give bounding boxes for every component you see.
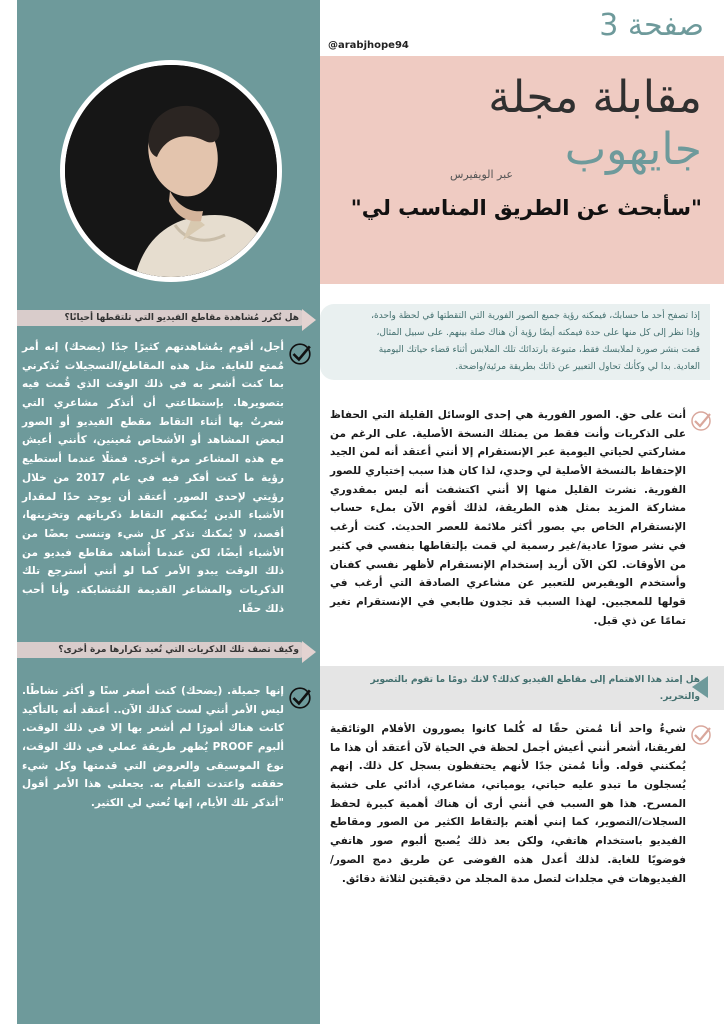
checkmark-circle-icon: [288, 342, 312, 366]
artist-name: جايهوب: [564, 124, 702, 175]
checkmark-circle-icon: [690, 410, 712, 432]
source-note: عبر الويفيرس: [450, 168, 513, 181]
answer-left-2: إنها جميلة. (يضحك) كنت أصغر سنًا و أكثر نشاطًا. ليس الأمر أنني لست كذلك الآن.. أعتقد أنه بالتأكيد كانت هناك أمورًا لم أشعر بها إلا في ذلك الوقت. ألبوم PROOF يُظهر طريقة عملي في ذلك الوقت، نوع الموسيقى والعروض التي قدمتها وكل شيء حققته واعتدت القيام به. يجعلني هذا الأمر أقول "أتذكر تلك الأيام، إنها تُعني لي الكثير.: [22, 685, 284, 810]
chevron-arrow-icon: [302, 641, 316, 663]
page-number: صفحة 3: [599, 8, 704, 43]
chevron-arrow-icon: [302, 309, 316, 331]
author-handle: @arabjhope94: [328, 40, 409, 51]
answer-2: شيءٌ واحد أنا مُمتن حقًا له كُلما كانوا يصورون الأفلام الوثائقية لفريقنا، أشعر أنني أعيش أجمل لحظة في الحياة لآن أعتقد أن هذا ما يُمكنني قوله. وأنا مُمتن جدًا لأنهم يحتفظون بسجل كل ذلك. إنهم يُسجلون ما تبدو عليه حياتي، يومياتي، مشاعري، أدائي على خشبة المسرح. هذا هو السبب في أنني أرى أن هناك أهمية كبيرة لحفظ السجلات/التصوير، كما إنني أهتم بإلتقاط الكثير من الصور ومقاطع الفيديو باستخدام هاتفي، ولكن بعد ذلك يُصبح ألبوم صور هاتفي فوضويًا للغاية. لذلك أعدل هذه الفوضى عن طريق دمج الصور/الفيديوهات في مجلدات لتصل مدة المجلد من دقيقتين لثلاثة دقائق.: [330, 723, 686, 885]
portrait-illustration: [65, 65, 277, 277]
question-left-1: هل تُكرر مُشاهدة مقاطع الفيديو التي تلتقطها أحيانًا؟: [17, 310, 307, 326]
checkmark-circle-icon: [288, 686, 312, 710]
checkmark-circle-icon: [690, 724, 712, 746]
portrait-photo: [60, 60, 282, 282]
question-2: هل إمتد هذا الاهتمام إلى مقاطع الفيديو كذلك؟ لانك دومًا ما تقوم بالتصوير والتحرير.: [370, 675, 700, 703]
answer-1: أنت على حق. الصور الفورية هي إحدى الوسائل القليلة التي الحفاظ على الذكريات وأنت فقط من يمتلك النسخة الأصلية. على الرغم من مشاركتي لحياتي اليومية عبر الإنستقرام إلا أنني أعتقد أنه لمن الجيد الإحتفاظ بالنسخة الأصلية لي وحدي، لذا كان هذا سبب إختياري للصور الفورية. نشرت القليل منها إلا أنني اكتشفت أنه ليس بمقدوري مشاركة المزيد بمثل هذه الطريقة، لذلك أقوم الآن بملء حساب الإنستقرام الخاص بي بصور أكثر ملائمة للعصر الحديث. كنت أرغب في نشر صورًا عادية/غير رسمية لي قمت بإلتقاطها بنفسي في كثير من الأوقات. لكن الآن أريد إستخدام الإنستقرام لأظهر نفسي كفنان وأستخدم الويفيرس للتعبير عن مشاعري الصادقة التي أرغب في قولها للمعجبين. لهذا السبب قد تجدون طابعي في الإنستقرام تغير تمامًا عن ذي قبل.: [330, 409, 686, 627]
question-left-2: وكيف تصف تلك الذكريات التي تُعيد تكرارها مرة أخرى؟: [17, 642, 307, 658]
headline-quote: "سأبحث عن الطريق المناسب لي": [350, 196, 702, 220]
answer-left-1: أجل، أقوم بمُشاهدتهم كثيرًا جدًا (يضحك) إنه أمر مُمتع للغاية. مثل هذه المقاطع/التسجيلات تُذكرني بما كنت أشعر به في ذلك الوقت الذي قُمت فيه بتصويرها. بإستطاعتي أن أتذكر مشاعري التي شعرتُ بها أثناء التقاط مقطع الفيديو أو الصور لبعض المشاهد أو الأشخاص مُعينين، كأنني أعيش مع هذه المشاعر مرة أخرى. فمثلًا عندما أستطيع رؤية ما كنت أفكر فيه في عام 2017 من خلال رؤيتي لإحدى الصور. أعتقد أن يوجد حدًا لمقدار الأشياء الذين يُمكنهم التقاط ذكرياتهم وتخزينها، أقصد، لا يُمكنك تذكر كل شيء وتنسى بعضًا من الأشياء أيضًا، لكن عندما أُشاهد مقاطع فيديو من ذلك الوقت يبدو الأمر كما لو أنني أسترجع تلك الذكريات والمشاعر القديمة المُتشابكة. وأنا أحب ذلك حقًا.: [22, 341, 284, 615]
magazine-title: مقابلة مجلة: [488, 72, 702, 123]
question-intro: إذا تصفح أحد ما حسابك، فيمكنه رؤية جميع الصور الفورية التي التقطتها في لحظة واحدة، وإذا نظر إلى كل منها على حدة فيمكنه أيضًا رؤية أن هناك صلة بينهم. على سبيل المثال، قمت بنشر صورة لملابسك فقط، متبوعة بارتدائك تلك الملابس أثناء قضاء حياتك اليومية العادية. بدا لي وكأنك تحاول التعبير عن ذاتك بطريقة مرئية/واضحة.: [320, 304, 710, 380]
